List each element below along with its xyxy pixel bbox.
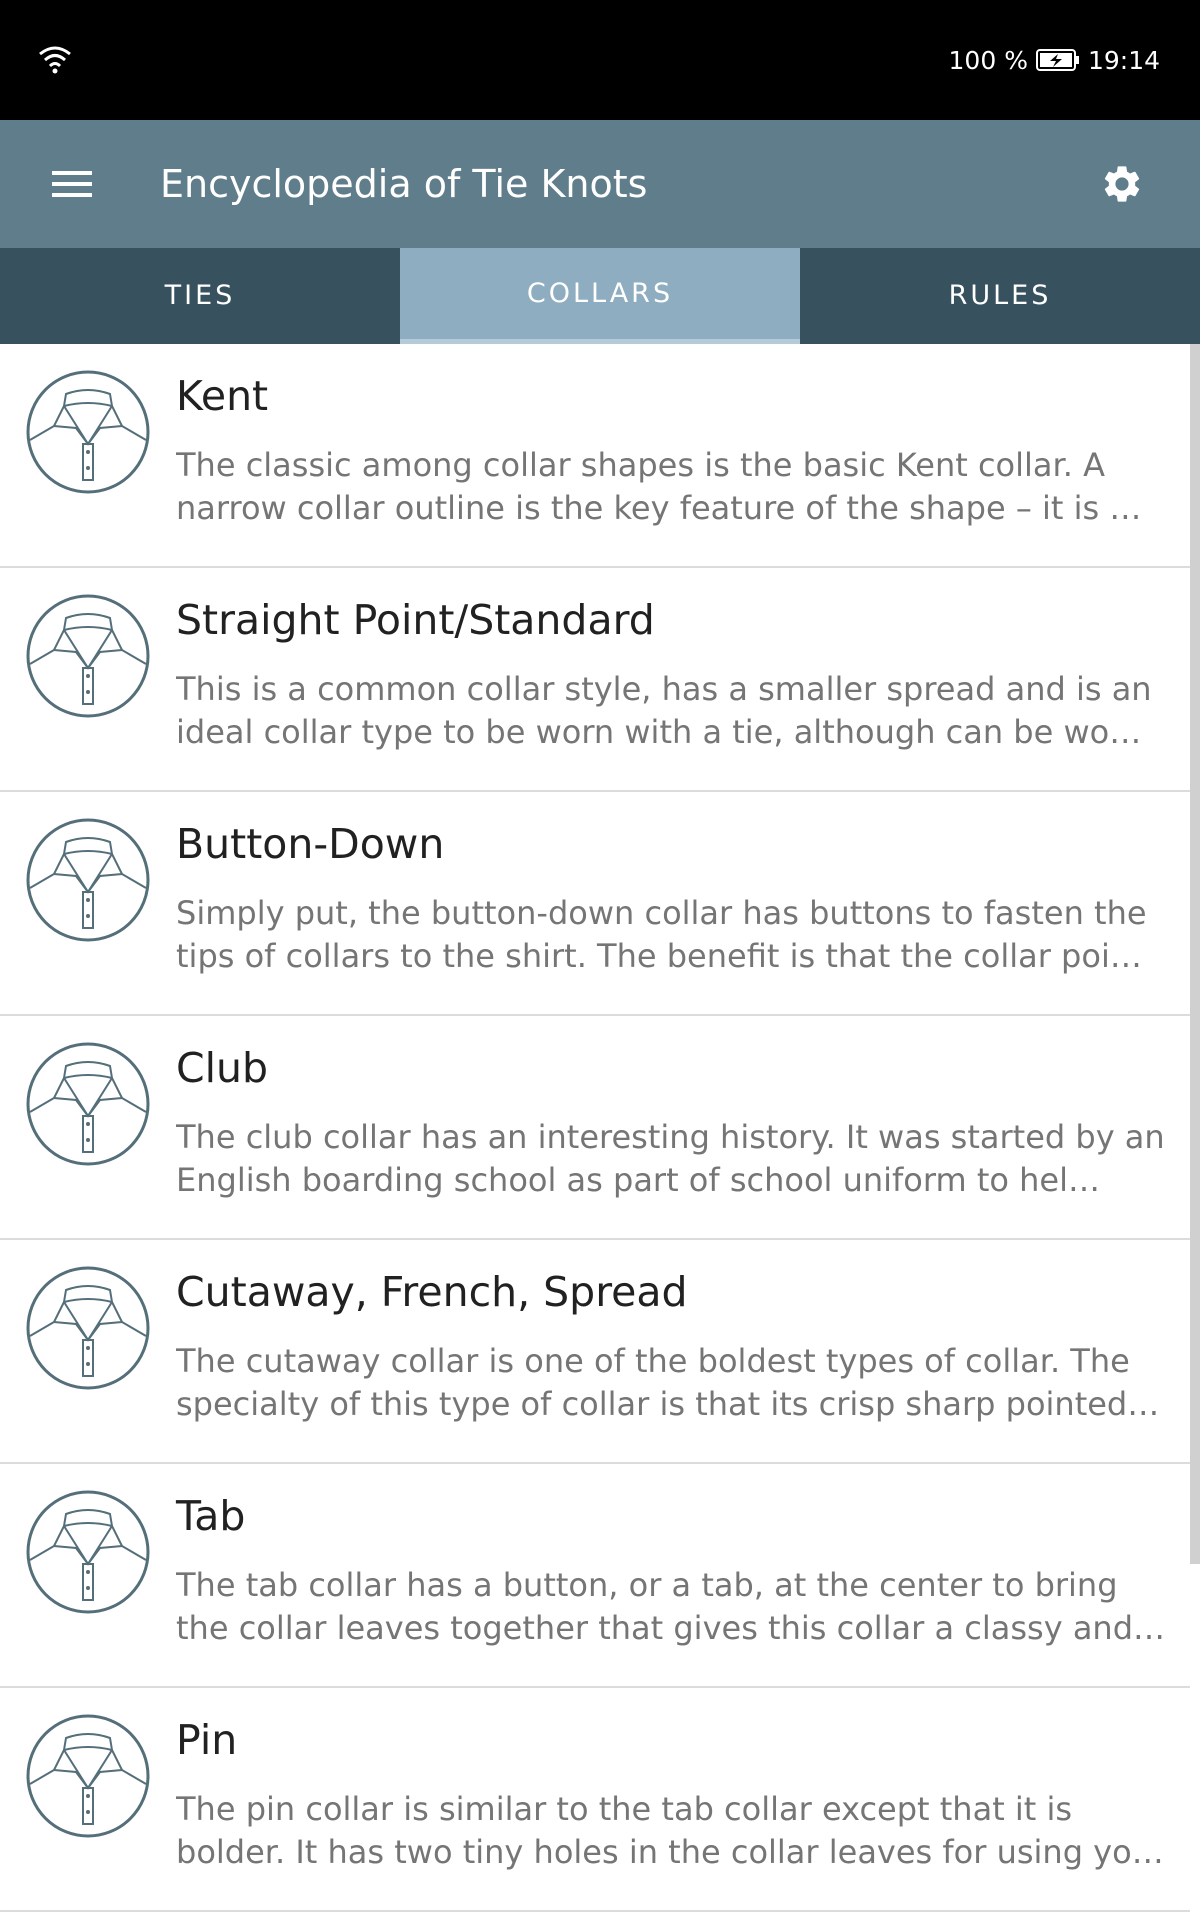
tab-collars[interactable]: COLLARS xyxy=(400,248,800,344)
collar-straight-point-icon xyxy=(26,594,150,718)
collar-title: Club xyxy=(176,1044,269,1092)
collar-description: The classic among collar shapes is the basic Kent collar. A narrow collar outline is the key feature of the shape – it is … xyxy=(176,446,1142,527)
app-title: Encyclopedia of Tie Knots xyxy=(160,162,648,206)
list-item[interactable] xyxy=(0,1688,1190,1912)
collar-description: The club collar has an interesting history. It was started by an English boarding school as part of school uniform to hel… xyxy=(176,1118,1165,1199)
status-bar xyxy=(0,0,1200,120)
hamburger-menu-icon xyxy=(52,169,92,199)
collar-tab-icon xyxy=(26,1490,150,1614)
collar-cutaway-icon xyxy=(26,1266,150,1390)
status-right xyxy=(949,42,1160,78)
app-bar xyxy=(0,120,1200,248)
battery-percent: 100 % xyxy=(948,45,1028,75)
collar-title: Button-Down xyxy=(176,820,445,868)
tab-ties[interactable]: TIES xyxy=(164,280,236,311)
scrollbar[interactable] xyxy=(1190,344,1200,1564)
list-item[interactable] xyxy=(0,344,1190,568)
list-item[interactable] xyxy=(0,1240,1190,1464)
collar-title: Straight Point/Standard xyxy=(176,596,655,644)
collar-title: Pin xyxy=(176,1716,238,1764)
tab-rules[interactable]: RULES xyxy=(948,280,1052,311)
collar-description: The tab collar has a button, or a tab, at the center to bring the collar leaves together that gives this collar a classy and… xyxy=(176,1566,1166,1647)
list-item[interactable] xyxy=(0,1464,1190,1688)
wifi-icon xyxy=(38,44,72,74)
collar-club-icon xyxy=(26,1042,150,1166)
tab-bar xyxy=(0,248,1200,344)
collar-title: Cutaway, French, Spread xyxy=(176,1268,688,1316)
collar-description: The pin collar is similar to the tab collar except that it is bolder. It has two tiny holes in the collar leaves for using yo… xyxy=(176,1790,1164,1871)
collar-pin-icon xyxy=(26,1714,150,1838)
collar-title: Kent xyxy=(176,372,269,420)
list-item[interactable] xyxy=(0,568,1190,792)
menu-button[interactable] xyxy=(32,146,112,222)
collar-list xyxy=(0,344,1190,1912)
battery-charging-icon xyxy=(1036,48,1080,72)
collar-button-down-icon xyxy=(26,818,150,942)
clock: 19:14 xyxy=(1087,45,1160,75)
list-item[interactable] xyxy=(0,1016,1190,1240)
collar-title: Tab xyxy=(176,1492,246,1540)
collar-description: Simply put, the button-down collar has buttons to fasten the tips of collars to the shirt. The benefit is that the collar poi… xyxy=(176,894,1147,975)
settings-button[interactable] xyxy=(1082,146,1162,222)
gear-icon xyxy=(1100,162,1144,206)
collar-description: The cutaway collar is one of the boldest types of collar. The specialty of this type of collar is that its crisp sharp pointed… xyxy=(176,1342,1160,1423)
list-item[interactable] xyxy=(0,792,1190,1016)
collar-kent-icon xyxy=(26,370,150,494)
collar-description: This is a common collar style, has a smaller spread and is an ideal collar type to be worn with a tie, although can be wo… xyxy=(176,670,1152,751)
